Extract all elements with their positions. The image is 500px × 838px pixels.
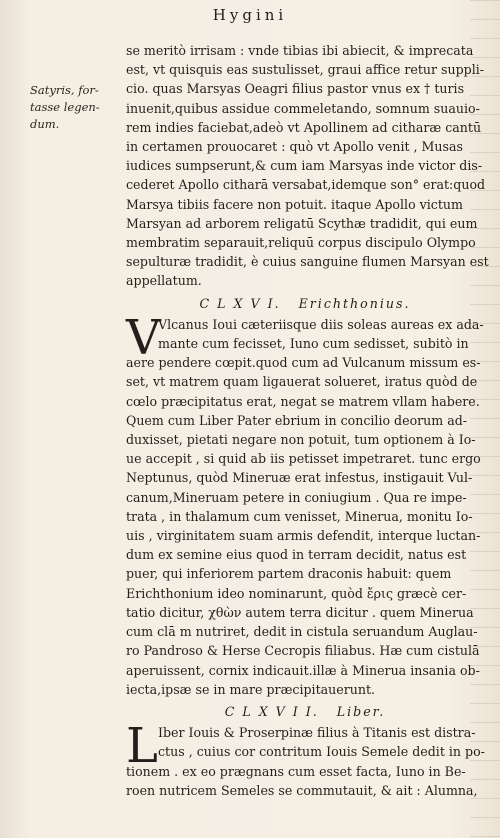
fable-266-body — [126, 372, 484, 698]
text-line: ue accepit , si quid ab iis petisset impetraret. tunc ergo — [126, 451, 481, 467]
drop-cap: V — [126, 309, 161, 366]
text-line: se meritò irrisam : vnde tibias ibi abiecit, & imprecata — [126, 43, 474, 58]
fable-title: Erichthonius. — [298, 295, 411, 311]
text-line: iecta,ipsæ se in mare præcipitauerunt. — [126, 681, 376, 697]
text-line: Erichthonium ideo nominarunt, quòd ἔρις græcè cer- — [126, 585, 467, 601]
fable-265 — [126, 41, 489, 291]
text-line: cederet Apollo citharā versabat,idemque son° erat:quod — [126, 177, 486, 193]
text-line: rem indies faciebat,adeò vt Apollinem ad citharæ cantū — [126, 119, 482, 135]
text-line: in certamen prouocaret : quò vt Apollo venit , Musas — [126, 139, 463, 155]
text-line: aperuissent, cornix indicauit.illæ à Minerua insania ob- — [126, 662, 480, 678]
margin-note-line: dum. — [30, 117, 60, 131]
text-line: Marsya tibiis facere non potuit. itaque Apollo victum — [126, 196, 463, 212]
margin-note — [30, 82, 118, 133]
fable-number: C L X V I. — [199, 295, 281, 311]
fable-267-heading — [126, 702, 484, 721]
text-line: dum ex semine eius quod in terram decidit, natus est — [126, 547, 467, 563]
text-line: mante cum fecisset, Iuno cum sedisset, subitò in — [158, 336, 469, 352]
text-line: tatio dicitur, χθὼν autem terra dicitur . quem Minerua — [126, 604, 474, 620]
margin-note-line: Satyris, for- — [30, 83, 99, 97]
text-line: sepulturæ tradidit, è cuius sanguine flumen Marsyan est — [126, 254, 489, 270]
fable-266-heading — [126, 294, 484, 313]
text-line: inuenit,quibus assidue commeletando, somnum suauio- — [126, 100, 480, 116]
text-line: ctus , cuius cor contritum Iouis Semele dedit in po- — [158, 744, 485, 760]
text-line: canum,Mineruam petere in coniugium . Qua re impe- — [126, 489, 467, 505]
fable-266-opening — [126, 309, 484, 373]
fable-267-body — [126, 762, 484, 800]
text-line: Vlcanus Ioui cæteriisque diis soleas aureas ex ada- — [158, 316, 484, 332]
body-text — [126, 41, 489, 800]
text-line: cœlo præcipitatus erat, negat se matrem vllam habere. — [126, 393, 480, 409]
text-line: uis , virginitatem suam armis defendit, interque luctan- — [126, 528, 481, 544]
text-line: Marsyan ad arborem religatū Scythæ tradidit, qui eum — [126, 215, 478, 231]
text-line: Neptunus, quòd Mineruæ erat infestus, instigauit Vul- — [126, 470, 473, 486]
text-line: puer, qui inferiorem partem draconis habuit: quem — [126, 566, 452, 582]
drop-cap: L — [126, 718, 158, 775]
text-line: trata , in thalamum cum venisset, Minerua, monitu Io- — [126, 508, 473, 524]
running-head: Hygini — [212, 6, 288, 24]
fable-number: C L X V I I. — [224, 703, 319, 719]
text-line: aere pendere cœpit.quod cum ad Vulcanum missum es- — [126, 355, 481, 371]
text-line: tionem . ex eo prægnans cum esset facta, Iuno in Be- — [126, 763, 466, 779]
text-line: Iber Iouis & Proserpinæ filius à Titanis est distra- — [158, 725, 476, 741]
text-line: cum clā m nutriret, dedit in cistula seruandum Auglau- — [126, 624, 478, 640]
fable-title: Liber. — [336, 703, 386, 719]
text-line: roen nutricem Semeles se commutauit, & ait : Alumna, — [126, 782, 478, 798]
text-line: iudices sumpserunt,& cum iam Marsyas inde victor dis- — [126, 158, 483, 174]
margin-note-line: tasse legen- — [30, 100, 100, 114]
text-line: cio. quas Marsyas Oeagri filius pastor vnus ex † turis — [126, 81, 465, 97]
text-line: duxisset, pietati negare non potuit, tum optionem à Io- — [126, 432, 476, 448]
text-line: membratim separauit,reliquū corpus discipulo Olympo — [126, 235, 476, 251]
text-line: ro Pandroso & Herse Cecropis filiabus. Hæ cum cistulā — [126, 643, 480, 659]
text-line: set, vt matrem quam ligauerat solueret, iratus quòd de — [126, 374, 478, 390]
text-line: appellatum. — [126, 273, 202, 289]
text-line: Quem cum Liber Pater ebrium in concilio deorum ad- — [126, 412, 468, 428]
text-line: est, vt quisquis eas sustulisset, graui affice retur suppli- — [126, 62, 485, 78]
